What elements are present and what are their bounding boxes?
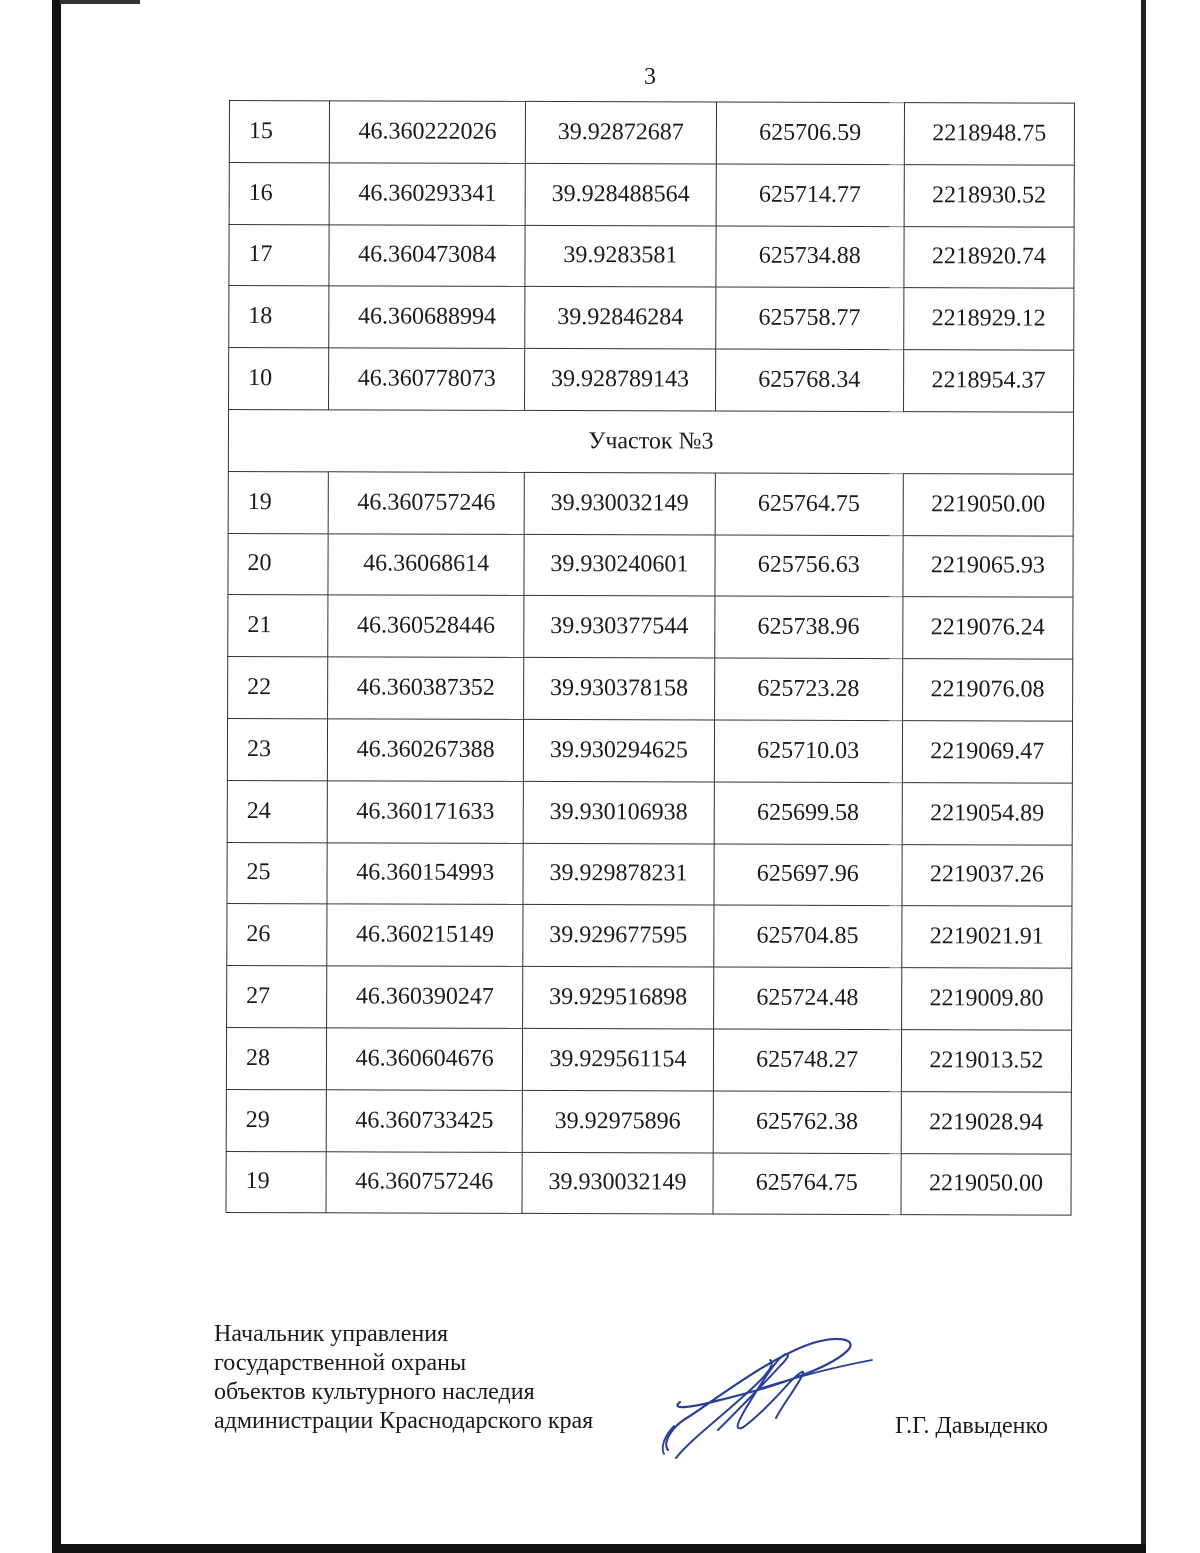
cell-x-coordinate: 625710.03 bbox=[714, 720, 902, 782]
cell-longitude: 39.92872687 bbox=[525, 101, 716, 163]
cell-point-number: 15 bbox=[229, 101, 329, 163]
cell-y-coordinate: 2219050.00 bbox=[901, 1153, 1071, 1215]
cell-y-coordinate: 2219065.93 bbox=[903, 535, 1073, 597]
cell-latitude: 46.360215149 bbox=[327, 904, 523, 966]
cell-longitude: 39.930240601 bbox=[524, 534, 715, 596]
table-row bbox=[227, 780, 1072, 844]
cell-x-coordinate: 625758.77 bbox=[715, 287, 903, 349]
cell-point-number: 23 bbox=[227, 718, 327, 780]
cell-longitude: 39.930106938 bbox=[523, 781, 714, 843]
cell-latitude: 46.360688994 bbox=[329, 286, 525, 348]
cell-x-coordinate: 625704.85 bbox=[713, 905, 901, 967]
coordinates-table-body bbox=[226, 101, 1074, 1216]
cell-longitude: 39.930032149 bbox=[522, 1152, 713, 1214]
cell-x-coordinate: 625764.75 bbox=[713, 1153, 901, 1215]
cell-x-coordinate: 625748.27 bbox=[713, 1029, 901, 1091]
cell-latitude: 46.360778073 bbox=[329, 348, 525, 410]
cell-point-number: 19 bbox=[226, 1151, 326, 1213]
cell-point-number: 26 bbox=[227, 904, 327, 966]
cell-latitude: 46.360604676 bbox=[327, 1028, 523, 1090]
table-row bbox=[227, 842, 1072, 906]
cell-y-coordinate: 2218929.12 bbox=[903, 288, 1073, 350]
cell-longitude: 39.929516898 bbox=[523, 967, 714, 1029]
signer-position-line: объектов культурного наследия bbox=[214, 1379, 535, 1405]
cell-latitude: 46.360473084 bbox=[329, 224, 525, 286]
cell-x-coordinate: 625697.96 bbox=[714, 844, 902, 906]
table-row bbox=[227, 966, 1072, 1030]
cell-x-coordinate: 625723.28 bbox=[714, 658, 902, 720]
cell-point-number: 16 bbox=[229, 162, 329, 224]
cell-x-coordinate: 625762.38 bbox=[713, 1091, 901, 1153]
cell-point-number: 18 bbox=[229, 286, 329, 348]
cell-longitude: 39.928488564 bbox=[525, 163, 716, 225]
signer-position bbox=[214, 1320, 593, 1436]
cell-longitude: 39.92846284 bbox=[525, 287, 716, 349]
signer-position-line: государственной охраны bbox=[214, 1350, 467, 1376]
cell-y-coordinate: 2219009.80 bbox=[901, 968, 1071, 1030]
cell-latitude: 46.360387352 bbox=[328, 657, 524, 719]
cell-latitude: 46.360528446 bbox=[328, 595, 524, 657]
cell-x-coordinate: 625738.96 bbox=[714, 596, 902, 658]
cell-x-coordinate: 625768.34 bbox=[715, 349, 903, 411]
cell-x-coordinate: 625724.48 bbox=[713, 967, 901, 1029]
cell-y-coordinate: 2219013.52 bbox=[901, 1030, 1071, 1092]
cell-x-coordinate: 625714.77 bbox=[716, 164, 904, 226]
cell-longitude: 39.92975896 bbox=[522, 1090, 713, 1152]
cell-point-number: 19 bbox=[228, 471, 328, 533]
table-row bbox=[229, 348, 1074, 412]
cell-latitude: 46.360293341 bbox=[329, 163, 525, 225]
cell-latitude: 46.360390247 bbox=[327, 966, 523, 1028]
cell-latitude: 46.360222026 bbox=[329, 101, 525, 163]
signer-position-line: администрации Краснодарского края bbox=[214, 1408, 594, 1434]
cell-latitude: 46.360733425 bbox=[326, 1090, 522, 1152]
table-section-row bbox=[228, 409, 1073, 473]
table-row bbox=[228, 657, 1073, 721]
cell-point-number: 10 bbox=[229, 348, 329, 410]
cell-point-number: 21 bbox=[228, 595, 328, 657]
cell-y-coordinate: 2218920.74 bbox=[904, 226, 1074, 288]
cell-point-number: 22 bbox=[228, 657, 328, 719]
cell-x-coordinate: 625734.88 bbox=[716, 226, 904, 288]
cell-y-coordinate: 2219021.91 bbox=[902, 906, 1072, 968]
cell-x-coordinate: 625706.59 bbox=[716, 102, 904, 164]
cell-y-coordinate: 2219050.00 bbox=[903, 473, 1073, 535]
cell-longitude: 39.929677595 bbox=[523, 905, 714, 967]
scan-edge-top bbox=[60, 0, 140, 4]
table-row bbox=[229, 286, 1074, 350]
section-title: Участок №3 bbox=[228, 409, 1073, 473]
cell-y-coordinate: 2219037.26 bbox=[902, 844, 1072, 906]
cell-y-coordinate: 2219076.24 bbox=[903, 597, 1073, 659]
cell-latitude: 46.36068614 bbox=[328, 533, 524, 595]
table-row bbox=[228, 595, 1073, 659]
coordinates-table bbox=[226, 100, 1075, 1216]
page-number: 3 bbox=[644, 64, 656, 90]
cell-longitude: 39.928789143 bbox=[525, 349, 716, 411]
cell-latitude: 46.360267388 bbox=[327, 719, 523, 781]
cell-y-coordinate: 2219054.89 bbox=[902, 782, 1072, 844]
cell-latitude: 46.360171633 bbox=[327, 781, 523, 843]
table-row bbox=[229, 162, 1074, 226]
cell-x-coordinate: 625764.75 bbox=[715, 473, 903, 535]
table-row bbox=[229, 224, 1074, 288]
cell-y-coordinate: 2219069.47 bbox=[902, 721, 1072, 783]
cell-y-coordinate: 2219028.94 bbox=[901, 1091, 1071, 1153]
cell-longitude: 39.930378158 bbox=[524, 658, 715, 720]
cell-longitude: 39.929878231 bbox=[523, 843, 714, 905]
table-row bbox=[228, 533, 1073, 597]
cell-y-coordinate: 2218930.52 bbox=[904, 164, 1074, 226]
cell-point-number: 29 bbox=[226, 1089, 326, 1151]
handwritten-signature bbox=[650, 1330, 880, 1460]
cell-point-number: 25 bbox=[227, 842, 327, 904]
table-row bbox=[227, 718, 1072, 782]
scan-edge-right bbox=[1141, 0, 1146, 1553]
signer-position-line: Начальник управления bbox=[214, 1321, 449, 1347]
cell-point-number: 28 bbox=[226, 1027, 326, 1089]
scan-edge-bottom bbox=[52, 1544, 1146, 1553]
cell-longitude: 39.9283581 bbox=[525, 225, 716, 287]
table-row bbox=[229, 101, 1074, 165]
table-row bbox=[227, 904, 1072, 968]
cell-latitude: 46.360757246 bbox=[326, 1151, 522, 1213]
table-row bbox=[226, 1151, 1071, 1215]
cell-point-number: 20 bbox=[228, 533, 328, 595]
cell-longitude: 39.930294625 bbox=[524, 719, 715, 781]
table-row bbox=[226, 1027, 1071, 1091]
table-row bbox=[226, 1089, 1071, 1153]
signer-name: Г.Г. Давыденко bbox=[895, 1413, 1048, 1439]
cell-latitude: 46.360154993 bbox=[327, 842, 523, 904]
cell-y-coordinate: 2218954.37 bbox=[903, 350, 1073, 412]
cell-point-number: 27 bbox=[227, 966, 327, 1028]
scan-edge-left bbox=[52, 0, 61, 1553]
cell-x-coordinate: 625756.63 bbox=[715, 535, 903, 597]
cell-y-coordinate: 2219076.08 bbox=[902, 659, 1072, 721]
cell-point-number: 17 bbox=[229, 224, 329, 286]
cell-y-coordinate: 2218948.75 bbox=[904, 103, 1074, 165]
cell-longitude: 39.929561154 bbox=[523, 1028, 714, 1090]
cell-latitude: 46.360757246 bbox=[328, 472, 524, 534]
cell-x-coordinate: 625699.58 bbox=[714, 782, 902, 844]
cell-longitude: 39.930032149 bbox=[524, 472, 715, 534]
cell-point-number: 24 bbox=[227, 780, 327, 842]
table-row bbox=[228, 471, 1073, 535]
cell-longitude: 39.930377544 bbox=[524, 596, 715, 658]
